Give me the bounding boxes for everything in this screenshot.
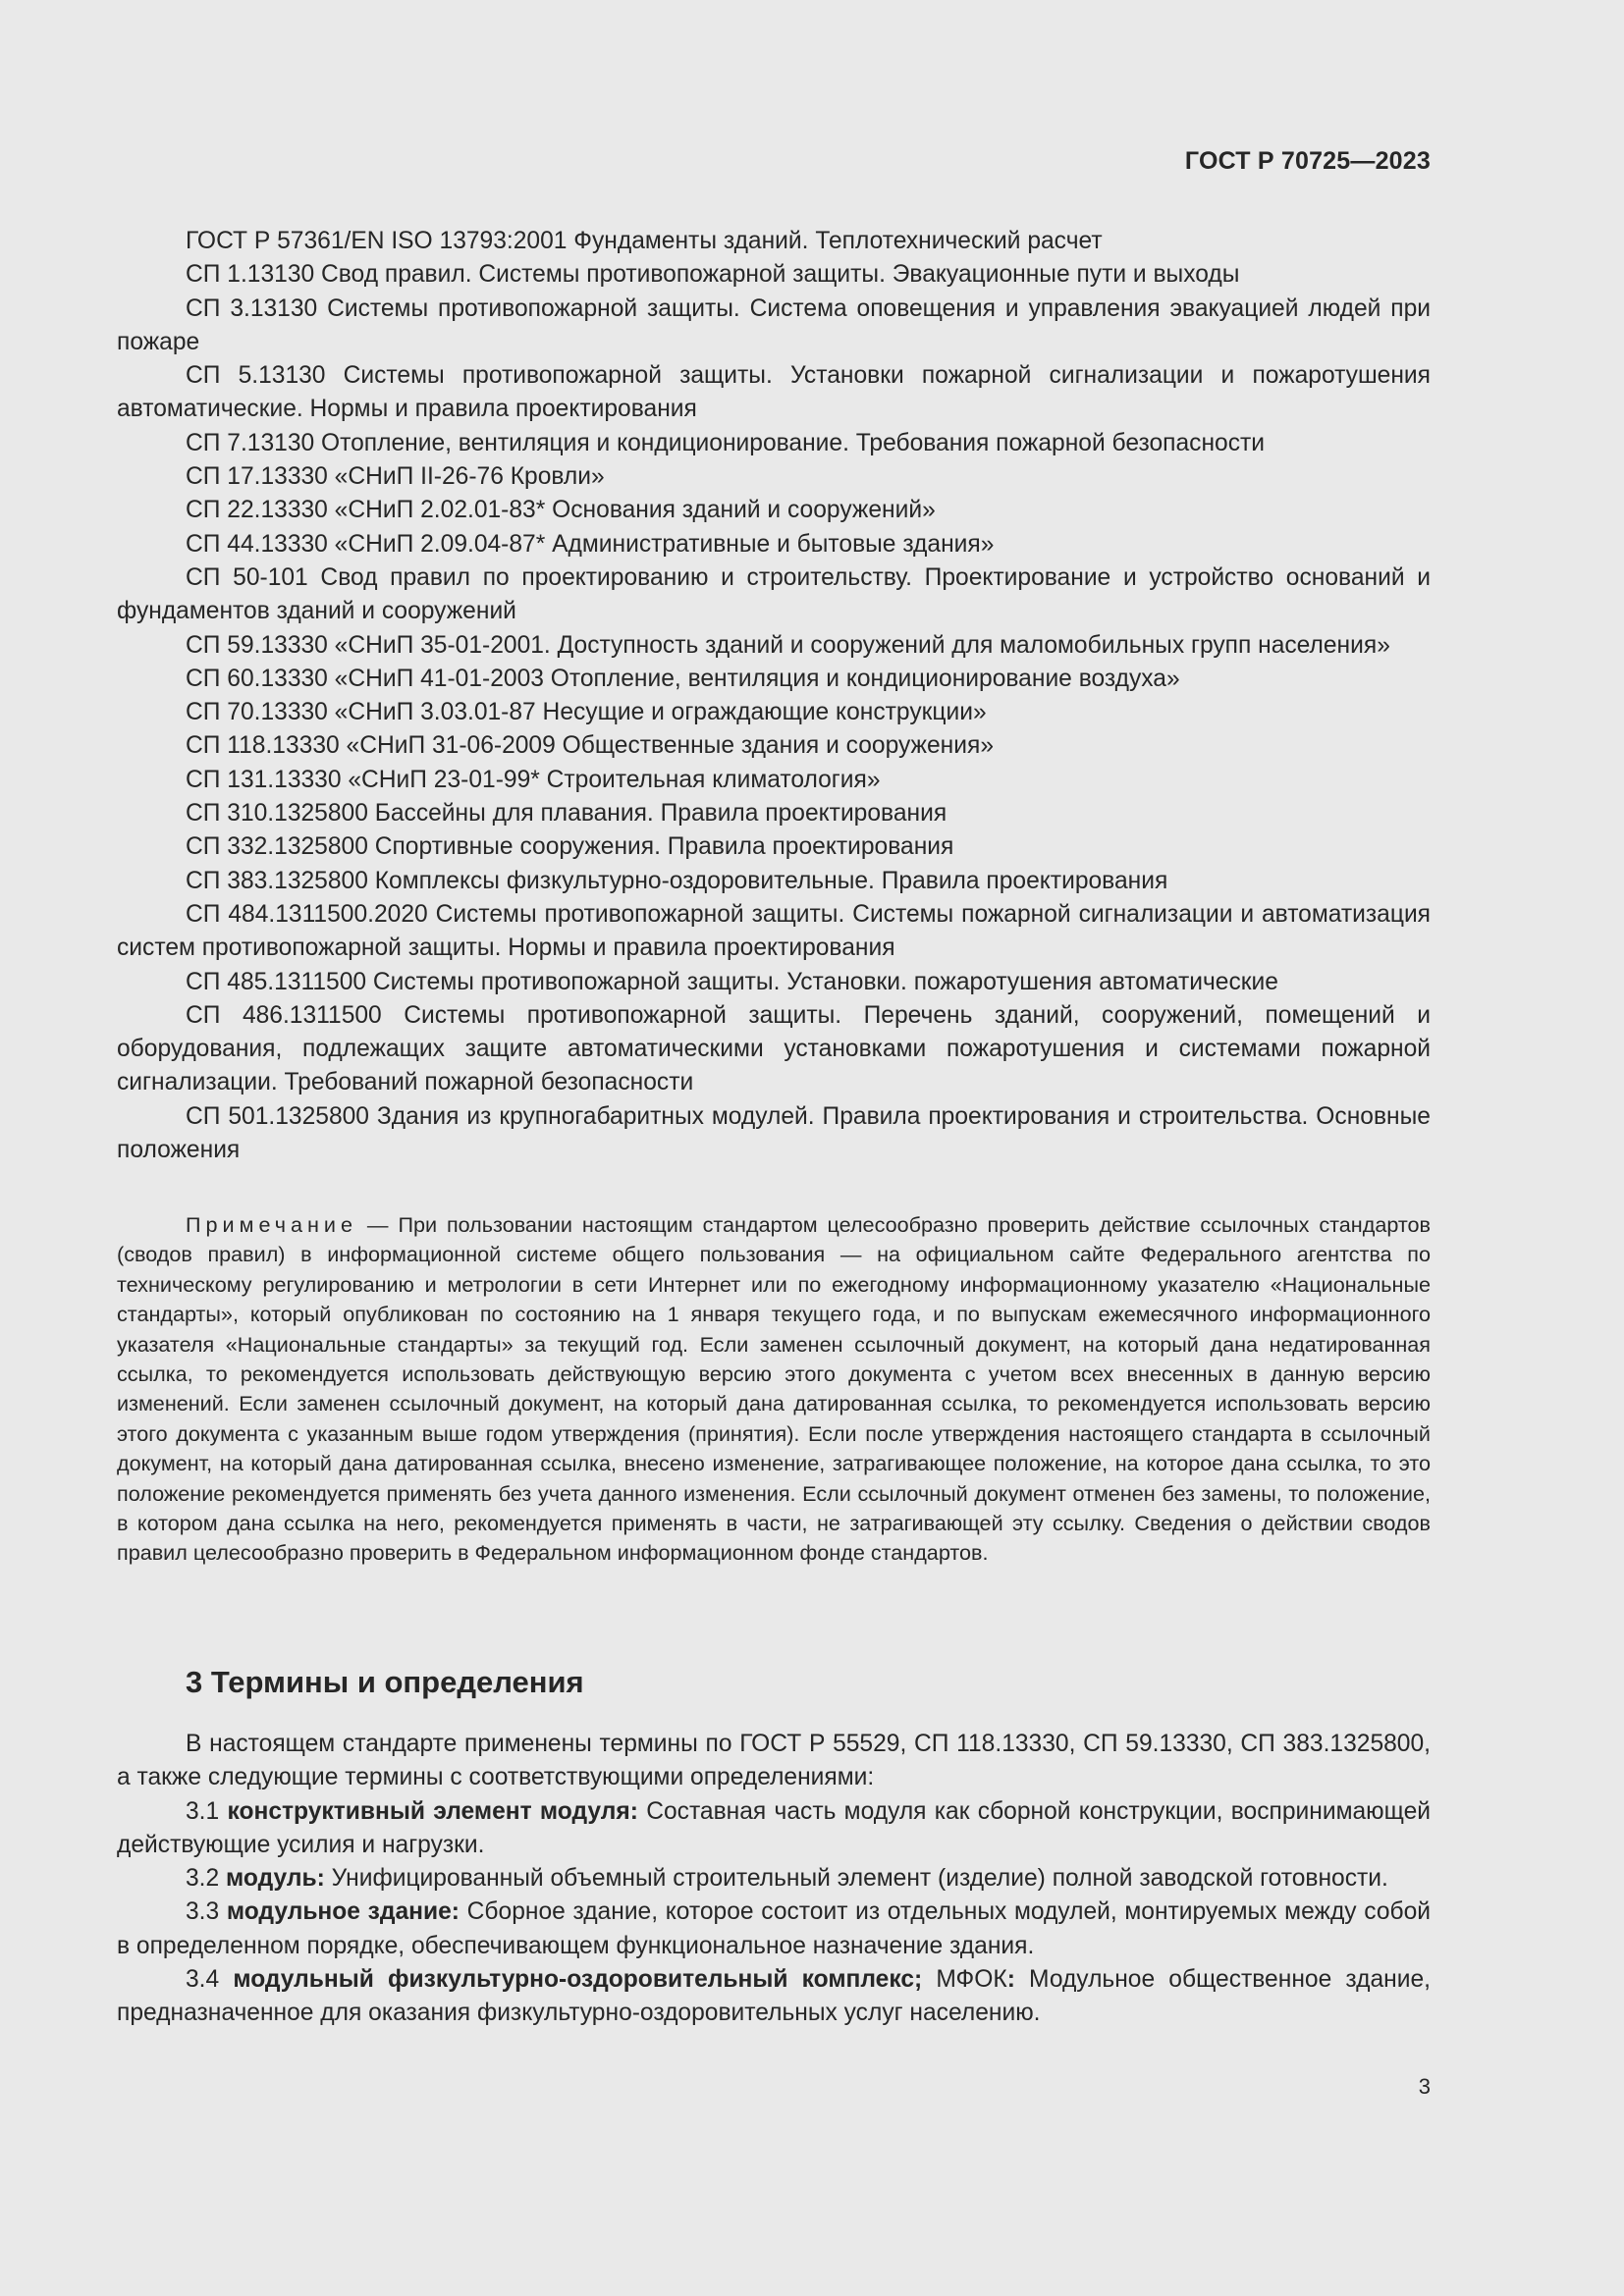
document-page xyxy=(117,0,1431,2296)
reference-item: СП 501.1325800 Здания из крупногабаритных модулей. Правила проектирования и строительства. Основные положения xyxy=(117,1102,1431,1164)
term-name: модульный физкультурно-оздоровительный комплекс; xyxy=(233,1966,923,1994)
reference-item: СП 7.13130 Отопление, вентиляция и кондиционирование. Требования пожарной безопасности xyxy=(186,429,1266,456)
term-definition: Составная часть модуля как сборной конструкции, воспринимающей действующие усилия и нагрузки. xyxy=(117,1797,1431,1858)
reference-item: СП 332.1325800 Спортивные сооружения. Правила проектирования xyxy=(186,833,954,861)
term-definition: Унифицированный объемный строительный элемент (изделие) полной заводской готовности. xyxy=(324,1865,1388,1893)
note-text: — При пользовании настоящим стандартом целесообразно проверить действие ссылочных стандартов (сводов правил) в информационной системе общего пользования — на официальном сайте Федерального агентства по техническому регулированию и метрологии в сети Интернет или по ежегодному информационному указателю «Национальные стандарты», который опубликован по состоянию на 1 января текущего года, и по выпускам ежемесячного информационного указателя «Национальные стандарты» за текущий год. Если заменен ссылочный документ, на который дана недатированная ссылка, то рекомендуется использовать действующую версию этого документа с учетом всех внесенных в данную версию изменений. Если заменен ссылочный документ, на который дана датированная ссылка, то рекомендуется использовать версию этого документа с указанным выше годом утверждения (принятия). Если после утверждения настоящего стандарта в ссылочный документ, на который дана датированная ссылка, внесено изменение, затрагивающее положение, на которое дана ссылка, то это положение рекомендуется применять без учета данного изменения. Если ссылочный документ отменен без замены, то положение, в котором дана ссылка на него, рекомендуется применять в части, не затрагивающей эту ссылку. Сведения о действии сводов правил целесообразно проверить в Федеральном информационном фонде стандартов. xyxy=(117,1212,1431,1566)
reference-item: СП 60.13330 «СНиП 41-01-2003 Отопление, вентиляция и кондиционирование воздуха» xyxy=(186,665,1180,692)
normative-references-list xyxy=(117,225,1431,1167)
document-code-header: ГОСТ Р 70725—2023 xyxy=(1184,147,1431,175)
term-name: модуль: xyxy=(226,1865,325,1893)
term-colon: : xyxy=(1006,1966,1015,1994)
terms-definitions xyxy=(117,1728,1431,2031)
reference-item: СП 22.13330 «СНиП 2.02.01-83* Основания зданий и сооружений» xyxy=(186,497,936,524)
reference-item: СП 383.1325800 Комплексы физкультурно-оздоровительные. Правила проектирования xyxy=(186,867,1168,894)
reference-item: СП 3.13130 Системы противопожарной защиты. Система оповещения и управления эвакуацией людей при пожаре xyxy=(117,294,1431,355)
reference-item: СП 70.13330 «СНиП 3.03.01-87 Несущие и ограждающие конструкции» xyxy=(186,699,987,726)
term-entry xyxy=(117,1963,1431,2031)
reference-item: СП 485.1311500 Системы противопожарной защиты. Установки. пожаротушения автоматические xyxy=(186,968,1278,995)
note-paragraph xyxy=(117,1210,1431,1569)
term-name: конструктивный элемент модуля: xyxy=(227,1797,638,1825)
reference-item: СП 17.13330 «СНиП II-26-76 Кровли» xyxy=(186,463,605,491)
term-number: 3.2 xyxy=(186,1865,227,1893)
term-definition: Модульное общественное здание, предназначенное для оказания физкультурно-оздоровительных услуг населению. xyxy=(117,1966,1431,2027)
page-number: 3 xyxy=(1418,2074,1431,2099)
term-number: 3.1 xyxy=(186,1797,228,1825)
term-definition: Сборное здание, которое состоит из отдельных модулей, монтируемых между собой в определенном порядке, обеспечивающем функциональное назначение здания. xyxy=(117,1898,1432,1959)
reference-item: СП 44.13330 «СНиП 2.09.04-87* Административные и бытовые здания» xyxy=(186,530,995,558)
note-label: Примечание xyxy=(186,1212,357,1237)
reference-item: СП 484.1311500.2020 Системы противопожарной защиты. Системы пожарной сигнализации и автоматизация систем противопожарной защиты. Нормы и правила проектирования xyxy=(117,900,1431,962)
term-entry xyxy=(117,1896,1431,1963)
reference-item: СП 1.13130 Свод правил. Системы противопожарной защиты. Эвакуационные пути и выходы xyxy=(186,261,1240,289)
term-number: 3.3 xyxy=(186,1898,227,1926)
section-intro: В настоящем стандарте применены термины по ГОСТ Р 55529, СП 118.13330, СП 59.13330, СП 383.1325800, а также следующие термины с соответствующими определениями: xyxy=(117,1731,1431,1791)
reference-item: СП 118.13330 «СНиП 31-06-2009 Общественные здания и сооружения» xyxy=(186,732,995,760)
term-entry xyxy=(117,1862,1431,1896)
section-title: 3 Термины и определения xyxy=(186,1665,584,1699)
reference-item: СП 50-101 Свод правил по проектированию и строительству. Проектирование и устройство оснований и фундаментов зданий и сооружений xyxy=(117,563,1431,625)
reference-item: СП 59.13330 «СНиП 35-01-2001. Доступность зданий и сооружений для маломобильных групп населения» xyxy=(186,631,1390,659)
term-abbreviation: МФОК xyxy=(922,1966,1007,1994)
reference-item: СП 486.1311500 Системы противопожарной защиты. Перечень зданий, сооружений, помещений и оборудования, подлежащих защите автоматическими установками пожаротушения и системами пожарной сигнализации. Требований пожарной безопасности xyxy=(117,1001,1431,1096)
term-number: 3.4 xyxy=(186,1966,234,1994)
term-entry xyxy=(117,1795,1431,1863)
reference-item: ГОСТ Р 57361/EN ISO 13793:2001 Фундаменты зданий. Теплотехнический расчет xyxy=(186,228,1103,254)
term-name: модульное здание: xyxy=(226,1898,460,1926)
reference-item: СП 5.13130 Системы противопожарной защиты. Установки пожарной сигнализации и пожаротушения автоматические. Нормы и правила проектирования xyxy=(117,362,1431,423)
reference-item: СП 131.13330 «СНиП 23-01-99* Строительная климатология» xyxy=(186,766,881,793)
reference-item: СП 310.1325800 Бассейны для плавания. Правила проектирования xyxy=(186,800,947,828)
